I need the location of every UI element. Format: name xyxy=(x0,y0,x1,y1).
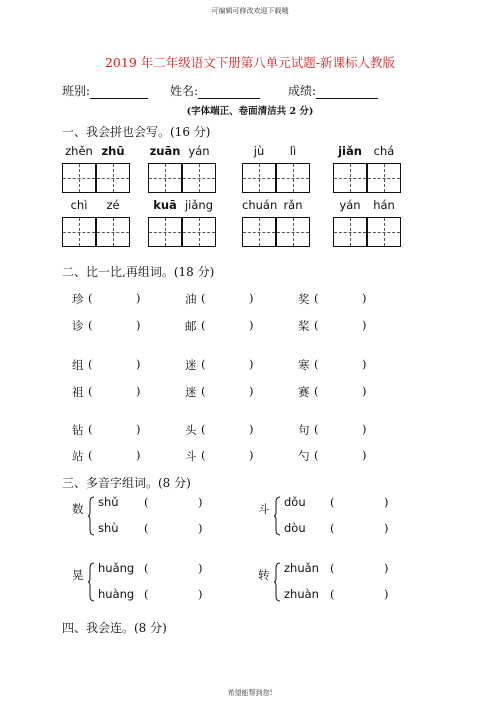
brace-icon xyxy=(274,496,281,536)
paren-close: ) xyxy=(384,495,389,509)
paren-open: ( xyxy=(314,357,319,371)
paren-close: ) xyxy=(136,318,141,332)
paren-open: ( xyxy=(144,587,149,601)
paren-close: ) xyxy=(198,587,203,601)
paren-close: ) xyxy=(136,357,141,371)
paren-open: ( xyxy=(314,422,319,436)
paren-open: ( xyxy=(144,561,149,575)
pinyin-label: zhū xyxy=(101,144,125,158)
pinyin-label: jiǎng xyxy=(184,198,214,212)
header-note: 可编辑可修改欢迎下载哦 xyxy=(211,7,289,15)
paren-close: ) xyxy=(249,318,254,332)
polyphone-char: 斗 xyxy=(258,502,270,516)
paren-open: ( xyxy=(201,448,206,462)
reading-label: zhuǎn xyxy=(284,561,319,575)
score-field xyxy=(288,82,378,99)
paren-close: ) xyxy=(362,318,367,332)
brace-icon xyxy=(274,562,281,602)
compare-char: 赛 xyxy=(298,385,310,399)
paren-open: ( xyxy=(201,422,206,436)
paren-open: ( xyxy=(88,318,93,332)
paren-close: ) xyxy=(384,521,389,535)
pinyin-label: jiǎn xyxy=(338,144,362,158)
pinyin-label: chá xyxy=(373,144,395,158)
compare-char: 诊 xyxy=(72,319,84,333)
writing-box xyxy=(367,217,401,247)
compare-char: 寒 xyxy=(298,358,310,372)
paren-close: ) xyxy=(249,448,254,462)
pinyin-label: lì xyxy=(289,144,297,158)
section2-title: 二、比一比,再组词。(18 分) xyxy=(62,265,215,279)
paren-open: ( xyxy=(88,291,93,305)
paren-open: ( xyxy=(314,318,319,332)
paren-open: ( xyxy=(201,291,206,305)
pinyin-label: zhěn xyxy=(65,144,93,158)
compare-char: 油 xyxy=(185,292,197,306)
paren-close: ) xyxy=(384,587,389,601)
paren-open: ( xyxy=(88,422,93,436)
writing-box xyxy=(96,217,130,247)
pinyin-label: chuán xyxy=(242,198,278,212)
section3-title: 三、多音字组词。(8 分) xyxy=(62,476,191,490)
polyphone-char: 晃 xyxy=(72,568,84,582)
writing-box xyxy=(148,217,182,247)
compare-char: 句 xyxy=(298,423,310,437)
paren-open: ( xyxy=(314,291,319,305)
brace-icon xyxy=(88,562,95,602)
neatness-note: (字体端正、卷面清洁共 2 分) xyxy=(186,106,314,117)
pinyin-label: kuā xyxy=(153,198,177,212)
paren-open: ( xyxy=(314,384,319,398)
pinyin-label: chì xyxy=(70,198,88,212)
paren-open: ( xyxy=(330,587,335,601)
pinyin-label: rǎn xyxy=(283,198,303,212)
section1-title: 一、我会拼也会写。(16 分) xyxy=(62,125,211,139)
paren-open: ( xyxy=(201,384,206,398)
writing-box xyxy=(148,163,182,193)
writing-box xyxy=(333,217,367,247)
reading-label: shǔ xyxy=(98,495,119,509)
compare-char: 站 xyxy=(72,449,84,463)
paren-open: ( xyxy=(330,521,335,535)
compare-char: 组 xyxy=(72,358,84,372)
compare-char: 珍 xyxy=(72,292,84,306)
compare-char: 钻 xyxy=(72,423,84,437)
compare-char: 奖 xyxy=(298,292,310,306)
writing-box xyxy=(62,163,96,193)
paren-close: ) xyxy=(362,384,367,398)
class-field xyxy=(62,82,148,99)
paren-open: ( xyxy=(144,495,149,509)
paren-close: ) xyxy=(198,561,203,575)
paren-open: ( xyxy=(314,448,319,462)
reading-label: dǒu xyxy=(284,495,306,509)
paren-open: ( xyxy=(330,561,335,575)
pinyin-label: zuān xyxy=(149,144,181,158)
pinyin-label: yán xyxy=(339,198,361,212)
paren-open: ( xyxy=(144,521,149,535)
paren-close: ) xyxy=(249,291,254,305)
reading-label: huǎng xyxy=(98,561,135,575)
compare-char: 勺 xyxy=(298,449,310,463)
paren-close: ) xyxy=(362,448,367,462)
name-blank xyxy=(198,85,260,99)
paren-open: ( xyxy=(88,448,93,462)
reading-label: shù xyxy=(98,521,119,535)
paren-close: ) xyxy=(249,357,254,371)
paren-close: ) xyxy=(362,357,367,371)
paren-close: ) xyxy=(362,291,367,305)
brace-icon xyxy=(88,496,95,536)
page-title: 2019 年二年级语文下册第八单元试题-新课标人教版 xyxy=(104,55,395,70)
compare-char: 头 xyxy=(185,423,197,437)
writing-box xyxy=(276,163,310,193)
pinyin-label: jù xyxy=(253,144,265,158)
score-label: 成绩: xyxy=(288,84,317,98)
paren-close: ) xyxy=(136,448,141,462)
score-blank xyxy=(316,85,378,99)
compare-char: 邮 xyxy=(185,319,197,333)
paren-open: ( xyxy=(88,384,93,398)
paren-open: ( xyxy=(201,318,206,332)
reading-label: huàng xyxy=(98,587,135,601)
paren-close: ) xyxy=(136,291,141,305)
compare-char: 迷 xyxy=(185,385,197,399)
polyphone-char: 数 xyxy=(72,502,84,516)
compare-char: 斗 xyxy=(185,449,197,463)
pinyin-label: zé xyxy=(106,198,120,212)
paren-close: ) xyxy=(198,521,203,535)
paren-close: ) xyxy=(249,422,254,436)
reading-label: zhuàn xyxy=(284,587,319,601)
paren-open: ( xyxy=(330,495,335,509)
writing-box xyxy=(62,217,96,247)
reading-label: dòu xyxy=(284,521,306,535)
section4-title: 四、我会连。(8 分) xyxy=(62,621,167,635)
polyphone-char: 转 xyxy=(258,568,270,582)
paren-close: ) xyxy=(136,384,141,398)
writing-box xyxy=(367,163,401,193)
compare-char: 迷 xyxy=(185,358,197,372)
name-label: 姓名: xyxy=(170,84,199,98)
name-field xyxy=(170,82,260,99)
paren-close: ) xyxy=(249,384,254,398)
writing-box xyxy=(242,163,276,193)
pinyin-label: yán xyxy=(188,144,210,158)
compare-char: 祖 xyxy=(72,385,84,399)
paren-close: ) xyxy=(198,495,203,509)
paren-close: ) xyxy=(136,422,141,436)
paren-close: ) xyxy=(362,422,367,436)
paren-open: ( xyxy=(201,357,206,371)
writing-box xyxy=(96,163,130,193)
class-blank xyxy=(90,85,148,99)
paren-close: ) xyxy=(384,561,389,575)
pinyin-label: hán xyxy=(373,198,395,212)
writing-box xyxy=(242,217,276,247)
writing-box xyxy=(182,163,216,193)
paren-open: ( xyxy=(88,357,93,371)
footer-note: 希望能帮到您! xyxy=(227,689,273,697)
class-label: 班别: xyxy=(62,84,91,98)
writing-box xyxy=(182,217,216,247)
writing-box xyxy=(333,163,367,193)
compare-char: 桨 xyxy=(298,319,310,333)
writing-box xyxy=(276,217,310,247)
